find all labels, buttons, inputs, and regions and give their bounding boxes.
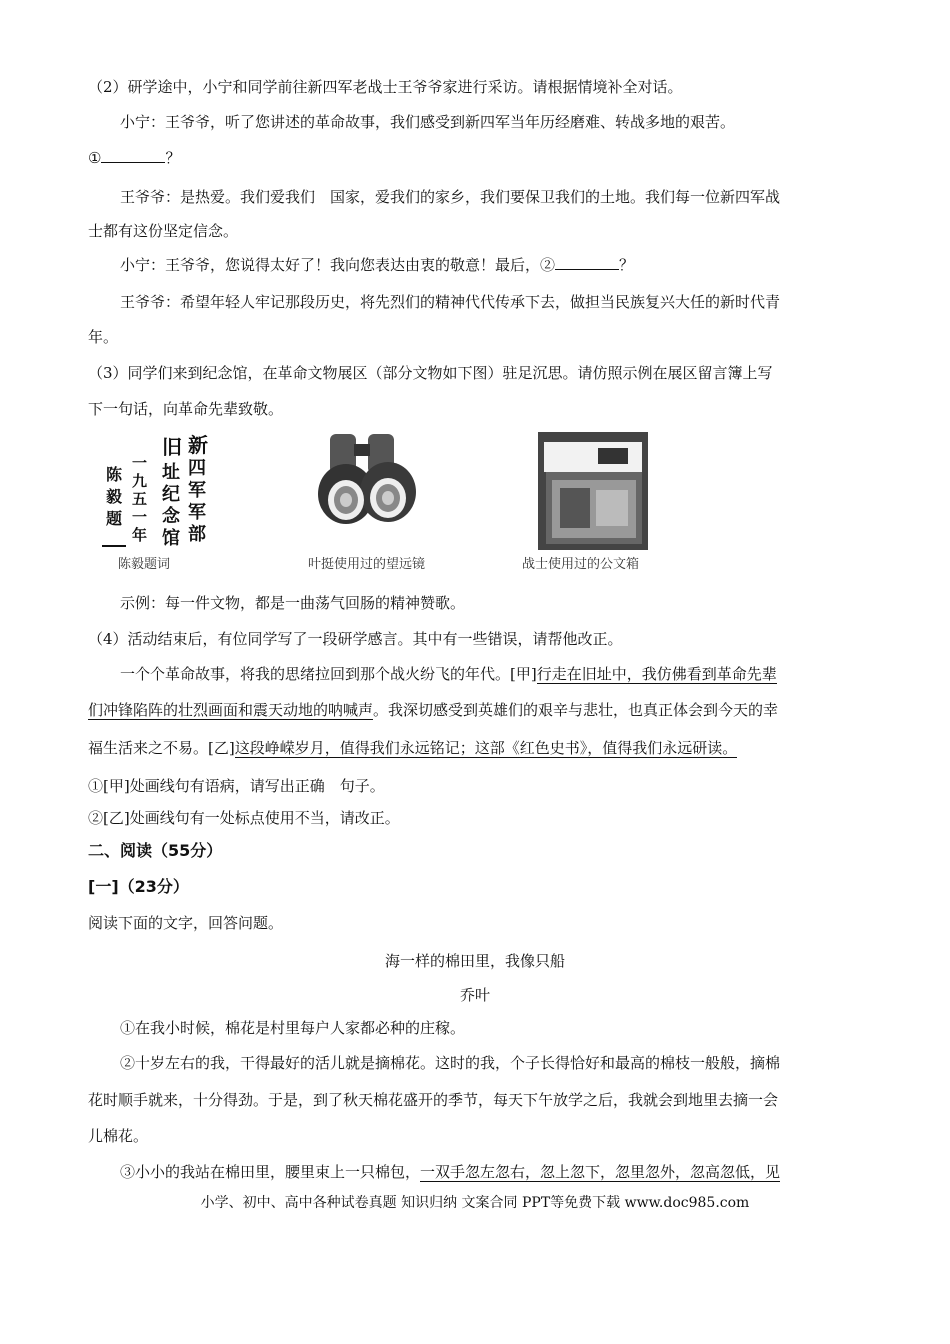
q3-line-2: 下一句话，向革命先辈致敬。 (88, 400, 284, 418)
svg-text:毅: 毅 (106, 487, 123, 506)
subsection-title: [一]（23分） (88, 877, 189, 896)
caption-calligraphy: 陈毅题词 (118, 557, 171, 572)
calligraphy-image (100, 430, 215, 550)
svg-text:一: 一 (132, 508, 148, 526)
underlined-phrase: 一双手忽左忽右，忽上忽下，忽里忽外，忽高忽低，见 (420, 1163, 781, 1181)
answer-blank-2[interactable] (555, 255, 619, 270)
article-title: 海一样的棉田里，我像只船 (384, 952, 565, 970)
article-para-2-line-3: 儿棉花。 (88, 1127, 149, 1145)
article-author: 乔叶 (459, 986, 490, 1004)
q2-line-6: 王爷爷：希望年轻人牢记那段历史，将先烈们的精神代代传承下去，做担当民族复兴大任的新时代青 (120, 293, 781, 311)
q4-para-line-1: 一个个革命故事，将我的思绪拉回到那个战火纷飞的年代。[甲]行走在旧址中，我仿佛看到革命先辈 (120, 665, 777, 683)
q4-para-line-2: 们冲锋陷阵的壮烈画面和震天动地的呐喊声。我深切感受到英雄们的艰辛与悲壮，也真正体会到今天的幸 (88, 701, 779, 719)
underlined-sentence-jia: 行走在旧址中，我仿佛看到革命先辈 (536, 665, 777, 683)
q2-line-7: 年。 (88, 328, 119, 346)
page-footer: 小学、初中、高中各种试卷真题 知识归纳 文案合同 PPT等免费下载 www.doc985.com (200, 1195, 750, 1211)
article-para-2-line-2: 花时顺手就来，十分得劲。于是，到了秋天棉花盛开的季节，每天下午放学之后，我就会到地里去摘一会 (88, 1091, 779, 1109)
q2-intro: （2）研学途中，小宁和同学前往新四军老战士王爷爷家进行采访。请根据情境补全对话。 (88, 78, 683, 96)
answer-blank-1[interactable] (101, 148, 165, 163)
svg-text:旧: 旧 (162, 435, 182, 459)
q4-sub-2: ②[乙]处画线句有一处标点使用不当，请改正。 (88, 809, 400, 827)
underlined-sentence-yi: 这段峥嵘岁月，值得我们永远铭记；这部《红色史书》，值得我们永远研读。 (234, 739, 738, 757)
reading-instruction: 阅读下面的文字，回答问题。 (88, 914, 284, 932)
svg-text:四: 四 (188, 458, 206, 479)
q3-example: 示例：每一件文物，都是一曲荡气回肠的精神赞歌。 (120, 594, 466, 612)
svg-text:址: 址 (162, 462, 180, 483)
section-title: 二、阅读（55分） (88, 841, 223, 860)
svg-text:念: 念 (162, 506, 180, 527)
svg-text:九: 九 (132, 472, 148, 490)
q4-line-1: （4）活动结束后，有位同学写了一段研学感言。其中有一些错误，请帮他改正。 (88, 630, 623, 648)
caption-briefcase: 战士使用过的公文箱 (522, 557, 640, 572)
q3-line-1: （3）同学们来到纪念馆，在革命文物展区（部分文物如下图）驻足沉思。请仿照示例在展区留言簿上写 (88, 364, 773, 382)
q2-line-2: ① ？ (88, 149, 181, 167)
svg-text:军: 军 (188, 480, 206, 501)
svg-text:部: 部 (188, 524, 206, 545)
svg-text:题: 题 (106, 509, 123, 528)
svg-text:一: 一 (132, 454, 148, 472)
article-para-3: ③小小的我站在棉田里，腰里束上一只棉包，一双手忽左忽右，忽上忽下，忽里忽外，忽高忽低，见 (120, 1163, 781, 1181)
underlined-sentence-jia-cont: 们冲锋陷阵的壮烈画面和震天动地的呐喊声 (88, 701, 374, 719)
svg-text:新: 新 (188, 433, 208, 457)
q4-para-line-3: 福生活来之不易。[乙]这段峥嵘岁月，值得我们永远铭记；这部《红色史书》，值得我们永远研读。 (88, 739, 738, 757)
svg-text:陈: 陈 (106, 465, 123, 484)
svg-text:馆: 馆 (162, 528, 180, 549)
svg-text:纪: 纪 (162, 484, 180, 505)
svg-text:军: 军 (188, 502, 206, 523)
article-para-2-line-1: ②十岁左右的我，干得最好的活儿就是摘棉花。这时的我，个子长得恰好和最高的棉枝一般般，摘棉 (120, 1054, 781, 1072)
caption-binoculars: 叶挺使用过的望远镜 (308, 557, 426, 572)
q2-line-5: 小宁：王爷爷，您说得太好了！我向您表达由衷的敬意！最后，② ？ (120, 256, 635, 274)
q2-line-3: 王爷爷：是热爱。我们爱我们 国家，爱我们的家乡，我们要保卫我们的土地。我们每一位新四军战 (120, 188, 781, 206)
q2-line-1: 小宁：王爷爷，听了您讲述的革命故事，我们感受到新四军当年历经磨难、转战多地的艰苦。 (120, 113, 736, 131)
svg-text:五: 五 (132, 490, 148, 508)
briefcase-image (538, 432, 648, 550)
binoculars-image (310, 428, 420, 528)
article-para-1: ①在我小时候，棉花是村里每户人家都必种的庄稼。 (120, 1019, 466, 1037)
svg-text:年: 年 (132, 526, 148, 544)
q4-sub-1: ①[甲]处画线句有语病，请写出正确 句子。 (88, 777, 385, 795)
q2-line-4: 士都有这份坚定信念。 (88, 222, 239, 240)
